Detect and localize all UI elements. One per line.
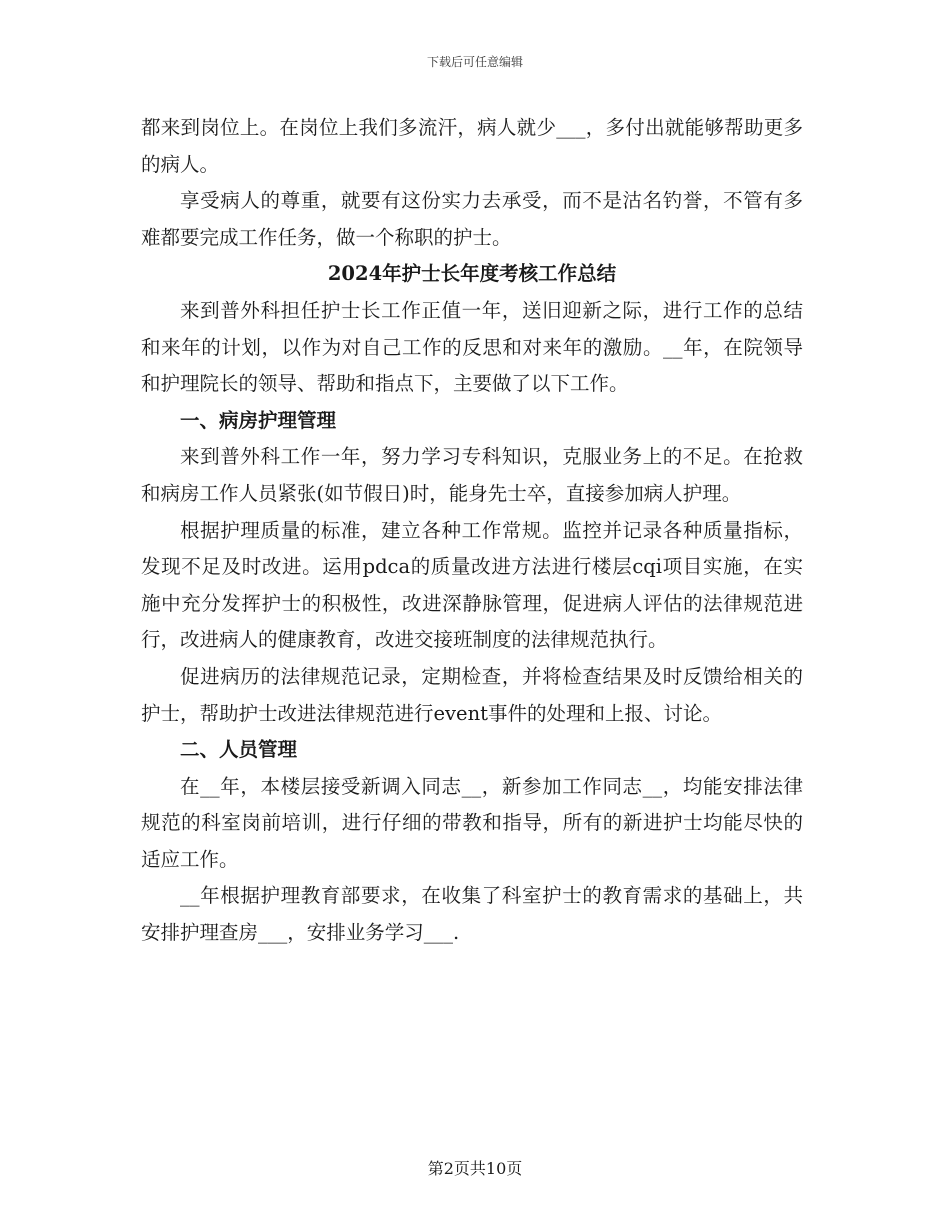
paragraph: 在__年，本楼层接受新调入同志__，新参加工作同志__，均能安排法律规范的科室岗前培训，进行仔细的带教和指导，所有的新进护士均能尽快的适应工作。	[141, 774, 803, 871]
section-heading-ward-nursing: 一、病房护理管理	[180, 408, 337, 432]
document-body	[141, 110, 803, 952]
page-number: 第2页共10页	[427, 1159, 523, 1178]
paragraph: 享受病人的尊重，就要有这份实力去承受，而不是沽名钓誉，不管有多难都要完成工作任务，做一个称职的护士。	[141, 189, 803, 249]
page-header-note: 下载后可任意编辑	[426, 55, 523, 69]
paragraph: 来到普外科工作一年，努力学习专科知识，克服业务上的不足。在抢救和病房工作人员紧张(如节假日)时，能身先士卒，直接参加病人护理。	[141, 445, 803, 505]
paragraph-continuation: 都来到岗位上。在岗位上我们多流汗，病人就少___，多付出就能够帮助更多的病人。	[141, 116, 803, 176]
paragraph: __年根据护理教育部要求，在收集了科室护士的教育需求的基础上，共安排护理查房___，安排业务学习___.	[141, 884, 803, 945]
paragraph: 促进病历的法律规范记录，定期检查，并将检查结果及时反馈给相关的护士，帮助护士改进法律规范进行event事件的处理和上报、讨论。	[141, 664, 803, 725]
paragraph: 根据护理质量的标准，建立各种工作常规。监控并记录各种质量指标，发现不足及时改进。运用pdca的质量改进方法进行楼层cqi项目实施，在实施中充分发挥护士的积极性，改进深静脉管理，促进病人评估的法律规范进行，改进病人的健康教育，改进交接班制度的法律规范执行。	[141, 518, 803, 652]
document-title: 2024年护士长年度考核工作总结	[327, 262, 617, 286]
section-heading-personnel: 二、人员管理	[180, 738, 298, 762]
paragraph: 来到普外科担任护士长工作正值一年，送旧迎新之际，进行工作的总结和来年的计划，以作为对自己工作的反思和对来年的激励。__年，在院领导和护理院长的领导、帮助和指点下，主要做了以下工作。	[141, 298, 803, 396]
